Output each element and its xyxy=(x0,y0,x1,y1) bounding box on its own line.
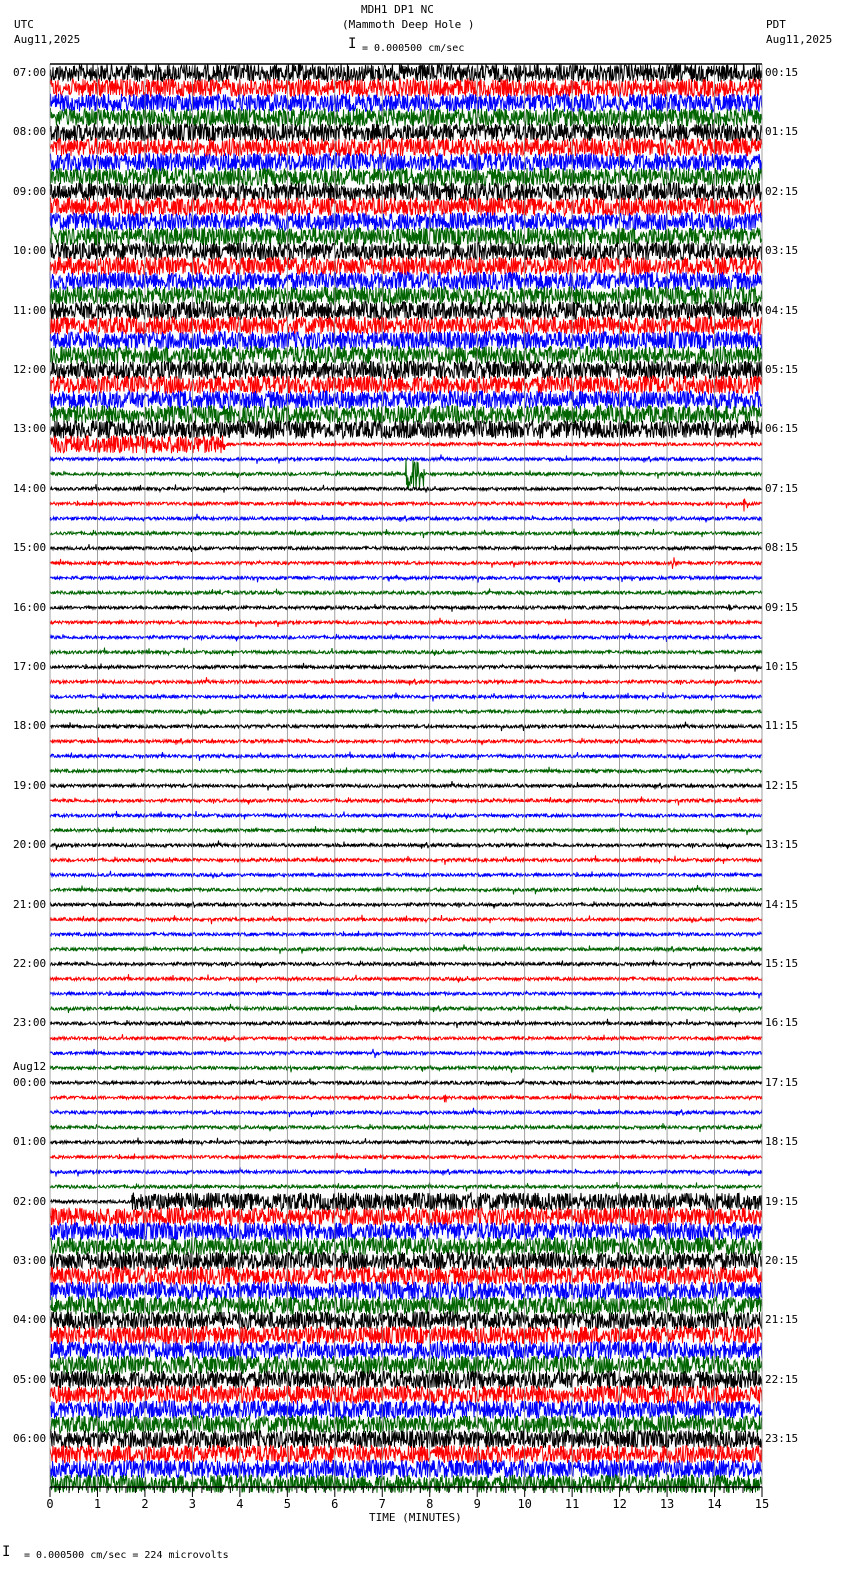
utc-hour-label: 02:00 xyxy=(13,1194,47,1208)
x-axis-label: TIME (MINUTES) xyxy=(369,1511,462,1524)
x-tick-label: 6 xyxy=(331,1497,339,1511)
seismic-trace xyxy=(50,458,762,490)
pdt-hour-label: 13:15 xyxy=(765,838,799,852)
seismic-trace xyxy=(50,1049,762,1058)
x-tick-label: 8 xyxy=(426,1497,434,1511)
x-tick-label: 15 xyxy=(754,1497,770,1511)
seismic-trace xyxy=(50,1123,762,1132)
x-tick-label: 14 xyxy=(707,1497,722,1511)
seismic-trace xyxy=(50,990,762,999)
x-tick-label: 5 xyxy=(283,1497,291,1511)
seismic-trace xyxy=(50,708,762,716)
seismic-trace xyxy=(50,841,762,850)
pdt-hour-label: 22:15 xyxy=(765,1372,799,1386)
seismic-trace xyxy=(50,94,762,112)
left-date: Aug11,2025 xyxy=(14,33,81,46)
seismic-trace xyxy=(50,1004,762,1013)
x-tick-label: 9 xyxy=(473,1497,481,1511)
seismic-trace xyxy=(50,797,762,806)
pdt-hour-label: 00:15 xyxy=(765,66,799,79)
station-title: MDH1 DP1 NC xyxy=(361,3,434,16)
seismic-trace xyxy=(50,1153,762,1160)
utc-hour-label: 16:00 xyxy=(13,600,47,614)
seismic-trace xyxy=(50,767,762,774)
seismic-trace xyxy=(50,1445,762,1463)
seismic-trace xyxy=(50,346,762,364)
seismic-trace xyxy=(50,1267,762,1285)
pdt-hour-label: 04:15 xyxy=(765,303,799,317)
pdt-hour-label: 23:15 xyxy=(765,1432,799,1446)
utc-hour-label: 17:00 xyxy=(13,660,47,673)
pdt-hour-label: 15:15 xyxy=(765,957,799,970)
seismic-trace xyxy=(50,855,762,864)
seismic-trace xyxy=(50,738,762,746)
pdt-hour-label: 11:15 xyxy=(765,719,799,733)
utc-hour-label: 10:00 xyxy=(13,244,47,258)
utc-hour-label: 05:00 xyxy=(13,1372,47,1386)
seismic-trace xyxy=(50,811,762,819)
utc-hour-label: 08:00 xyxy=(13,125,47,139)
seismic-trace xyxy=(50,1019,762,1028)
utc-hour-label: 15:00 xyxy=(13,541,47,555)
seismic-trace xyxy=(50,317,762,335)
seismic-trace xyxy=(50,692,762,701)
seismic-trace xyxy=(50,331,762,349)
seismic-trace xyxy=(50,1430,762,1448)
seismic-trace xyxy=(50,257,762,275)
seismic-trace xyxy=(50,420,762,438)
footer-scale-bar-icon: I xyxy=(2,1544,11,1560)
seismic-trace xyxy=(50,529,762,538)
seismic-trace xyxy=(50,557,762,569)
utc-hour-label: 04:00 xyxy=(13,1313,47,1327)
utc-hour-label: 01:00 xyxy=(13,1135,47,1149)
seismic-trace xyxy=(50,1138,762,1146)
pdt-hour-label: 02:15 xyxy=(765,184,799,198)
seismic-trace xyxy=(50,930,762,937)
pdt-hour-label: 16:15 xyxy=(765,1016,799,1030)
utc-hour-label: 13:00 xyxy=(13,422,47,436)
x-tick-label: 4 xyxy=(236,1497,244,1511)
utc-hour-label: 11:00 xyxy=(13,303,47,317)
pdt-hour-label: 10:15 xyxy=(765,660,799,673)
pdt-hour-label: 07:15 xyxy=(765,481,799,495)
utc-hour-label: 12:00 xyxy=(13,363,47,376)
utc-hour-label: 14:00 xyxy=(13,481,47,495)
utc-hour-label: 19:00 xyxy=(13,778,47,792)
seismic-trace xyxy=(50,361,762,379)
x-tick-label: 7 xyxy=(378,1497,386,1511)
seismic-trace xyxy=(50,663,762,672)
seismic-trace xyxy=(50,915,762,924)
seismic-trace xyxy=(50,974,762,982)
scale-label: = 0.000500 cm/sec xyxy=(362,43,465,54)
seismic-trace xyxy=(50,79,762,97)
x-tick-label: 1 xyxy=(93,1497,102,1511)
seismic-trace xyxy=(50,677,762,686)
seismic-trace xyxy=(50,391,762,409)
utc-hour-label: 07:00 xyxy=(13,66,47,79)
pdt-hour-label: 09:15 xyxy=(765,600,799,614)
pdt-hour-label: 20:15 xyxy=(765,1254,799,1267)
seismic-trace xyxy=(50,604,762,612)
seismic-trace xyxy=(50,575,762,583)
right-date: Aug11,2025 xyxy=(766,33,833,46)
pdt-hour-label: 14:15 xyxy=(765,897,799,911)
seismic-trace xyxy=(50,885,762,894)
seismic-trace xyxy=(50,781,762,790)
seismic-trace xyxy=(50,1079,762,1086)
seismic-trace xyxy=(50,64,762,82)
x-tick-label: 11 xyxy=(564,1497,580,1511)
x-tick-label: 0 xyxy=(46,1497,54,1511)
seismic-trace xyxy=(50,514,762,523)
pdt-hour-label: 12:15 xyxy=(765,778,799,792)
seismic-trace xyxy=(50,287,762,305)
seismic-trace xyxy=(50,1065,762,1073)
seismic-trace xyxy=(50,1356,762,1374)
seismic-trace xyxy=(50,213,762,231)
seismic-trace xyxy=(50,1193,762,1211)
seismic-trace xyxy=(50,1034,762,1042)
date-change-label: Aug12 xyxy=(13,1060,47,1073)
seismic-trace xyxy=(50,1401,762,1419)
seismic-trace xyxy=(50,1167,762,1176)
utc-hour-label: 03:00 xyxy=(13,1254,47,1267)
left-timezone: UTC xyxy=(14,18,34,31)
seismic-trace xyxy=(50,376,762,394)
x-tick-label: 3 xyxy=(188,1497,197,1511)
utc-hour-label: 09:00 xyxy=(13,184,47,198)
seismic-trace xyxy=(50,1415,762,1433)
pdt-hour-label: 01:15 xyxy=(765,125,799,139)
seismic-trace xyxy=(50,901,762,909)
seismic-trace xyxy=(50,945,762,954)
seismic-trace xyxy=(50,871,762,879)
x-tick-label: 12 xyxy=(612,1497,627,1511)
right-timezone: PDT xyxy=(766,18,786,31)
seismic-trace xyxy=(50,1094,762,1103)
seismic-trace xyxy=(50,1222,762,1240)
utc-hour-label: 22:00 xyxy=(13,957,47,970)
seismic-trace xyxy=(50,168,762,186)
scale-bar-icon: I xyxy=(348,36,357,52)
seismic-trace xyxy=(50,198,762,216)
pdt-hour-label: 17:15 xyxy=(765,1075,799,1089)
pdt-hour-label: 05:15 xyxy=(765,363,799,376)
utc-hour-label: 20:00 xyxy=(13,838,47,852)
utc-hour-label: 21:00 xyxy=(13,897,47,911)
pdt-hour-label: 06:15 xyxy=(765,422,799,436)
seismic-trace xyxy=(50,618,762,627)
seismic-trace xyxy=(50,1208,762,1226)
utc-hour-label: 18:00 xyxy=(13,719,47,733)
seismic-trace xyxy=(50,1386,762,1404)
seismic-trace xyxy=(50,648,762,656)
seismic-trace xyxy=(50,123,762,141)
utc-hour-label: 23:00 xyxy=(13,1016,47,1030)
seismic-trace xyxy=(50,544,762,552)
footer-scale-label: = 0.000500 cm/sec = 224 microvolts xyxy=(24,1550,229,1561)
pdt-hour-label: 03:15 xyxy=(765,244,799,258)
seismic-trace xyxy=(50,484,762,492)
seismic-trace xyxy=(50,960,762,969)
seismic-trace xyxy=(50,1108,762,1117)
seismic-trace xyxy=(50,1311,762,1329)
seismic-trace xyxy=(50,752,762,761)
seismic-trace xyxy=(50,589,762,596)
seismic-trace xyxy=(50,633,762,642)
x-tick-label: 2 xyxy=(141,1497,149,1511)
pdt-hour-label: 19:15 xyxy=(765,1194,799,1208)
seismic-trace xyxy=(50,406,762,424)
utc-hour-label: 06:00 xyxy=(13,1432,47,1446)
utc-hour-label: 00:00 xyxy=(13,1075,47,1089)
seismic-trace xyxy=(50,499,762,512)
pdt-hour-label: 21:15 xyxy=(765,1313,799,1327)
seismic-trace xyxy=(50,1182,762,1191)
seismic-trace xyxy=(50,722,762,731)
seismic-trace xyxy=(50,1460,762,1478)
pdt-hour-label: 08:15 xyxy=(765,541,799,555)
pdt-hour-label: 18:15 xyxy=(765,1135,799,1149)
x-tick-label: 10 xyxy=(517,1497,532,1511)
x-tick-label: 13 xyxy=(659,1497,675,1511)
station-subtitle: (Mammoth Deep Hole ) xyxy=(342,18,475,31)
seismic-trace xyxy=(50,1475,762,1493)
seismic-trace xyxy=(50,1237,762,1255)
seismic-trace xyxy=(50,227,762,245)
seismic-trace xyxy=(50,826,762,835)
